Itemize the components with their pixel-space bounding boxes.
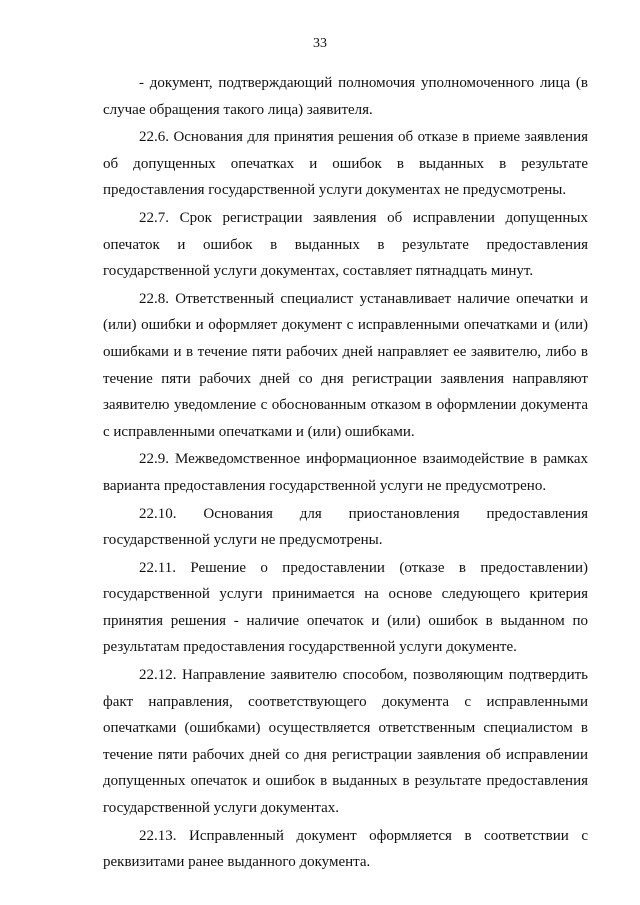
paragraph-22-9: 22.9. Межведомственное информационное взаимодействие в рамках варианта предоставления государственной услуги не предусмотрено. [103, 451, 588, 494]
document-body [103, 70, 588, 877]
paragraph-representative-document: - документ, подтверждающий полномочия уполномоченного лица (в случае обращения такого лица) заявителя. [103, 75, 588, 118]
paragraph-22-8: 22.8. Ответственный специалист устанавливает наличие опечатки и (или) ошибки и оформляет документ с исправленными опечатками и (или) ошибками и в течение пяти рабочих дней направляет ее заявителю, либо в течение пяти рабочих дней со дня регистрации заявления направляют заявителю уведомление с обоснованным отказом в оформлении документа с исправленными опечатками и (или) ошибками. [103, 290, 588, 440]
paragraph-22-7: 22.7. Срок регистрации заявления об исправлении допущенных опечаток и ошибок в выданных в результате предоставления государственной услуги документах, составляет пятнадцать минут. [103, 209, 588, 280]
paragraph-22-10: 22.10. Основания для приостановления предоставления государственной услуги не предусмотрены. [103, 505, 588, 549]
paragraph-22-12: 22.12. Направление заявителю способом, позволяющим подтвердить факт направления, соответствующего документа с исправленными опечатками (ошибками) осуществляется ответственным специалистом в течение пяти рабочих дней со дня регистрации заявления об исправлении допущенных опечаток и ошибок в выданных в результате предоставления государственной услуги документах. [103, 667, 588, 817]
paragraph-22-13: 22.13. Исправленный документ оформляется в соответствии с реквизитами ранее выданного документа. [103, 827, 588, 871]
page-number: 33 [313, 36, 327, 51]
paragraph-22-11: 22.11. Решение о предоставлении (отказе в предоставлении) государственной услуги принимается на основе следующего критерия принятия решения - наличие опечаток и (или) ошибок в выданном по результатам предоставления государственной услуги документе. [103, 559, 588, 656]
paragraph-22-6: 22.6. Основания для принятия решения об отказе в приеме заявления об допущенных опечатках и ошибок в выданных в результате предоставления государственной услуги документах не предусмотрены. [103, 129, 588, 199]
